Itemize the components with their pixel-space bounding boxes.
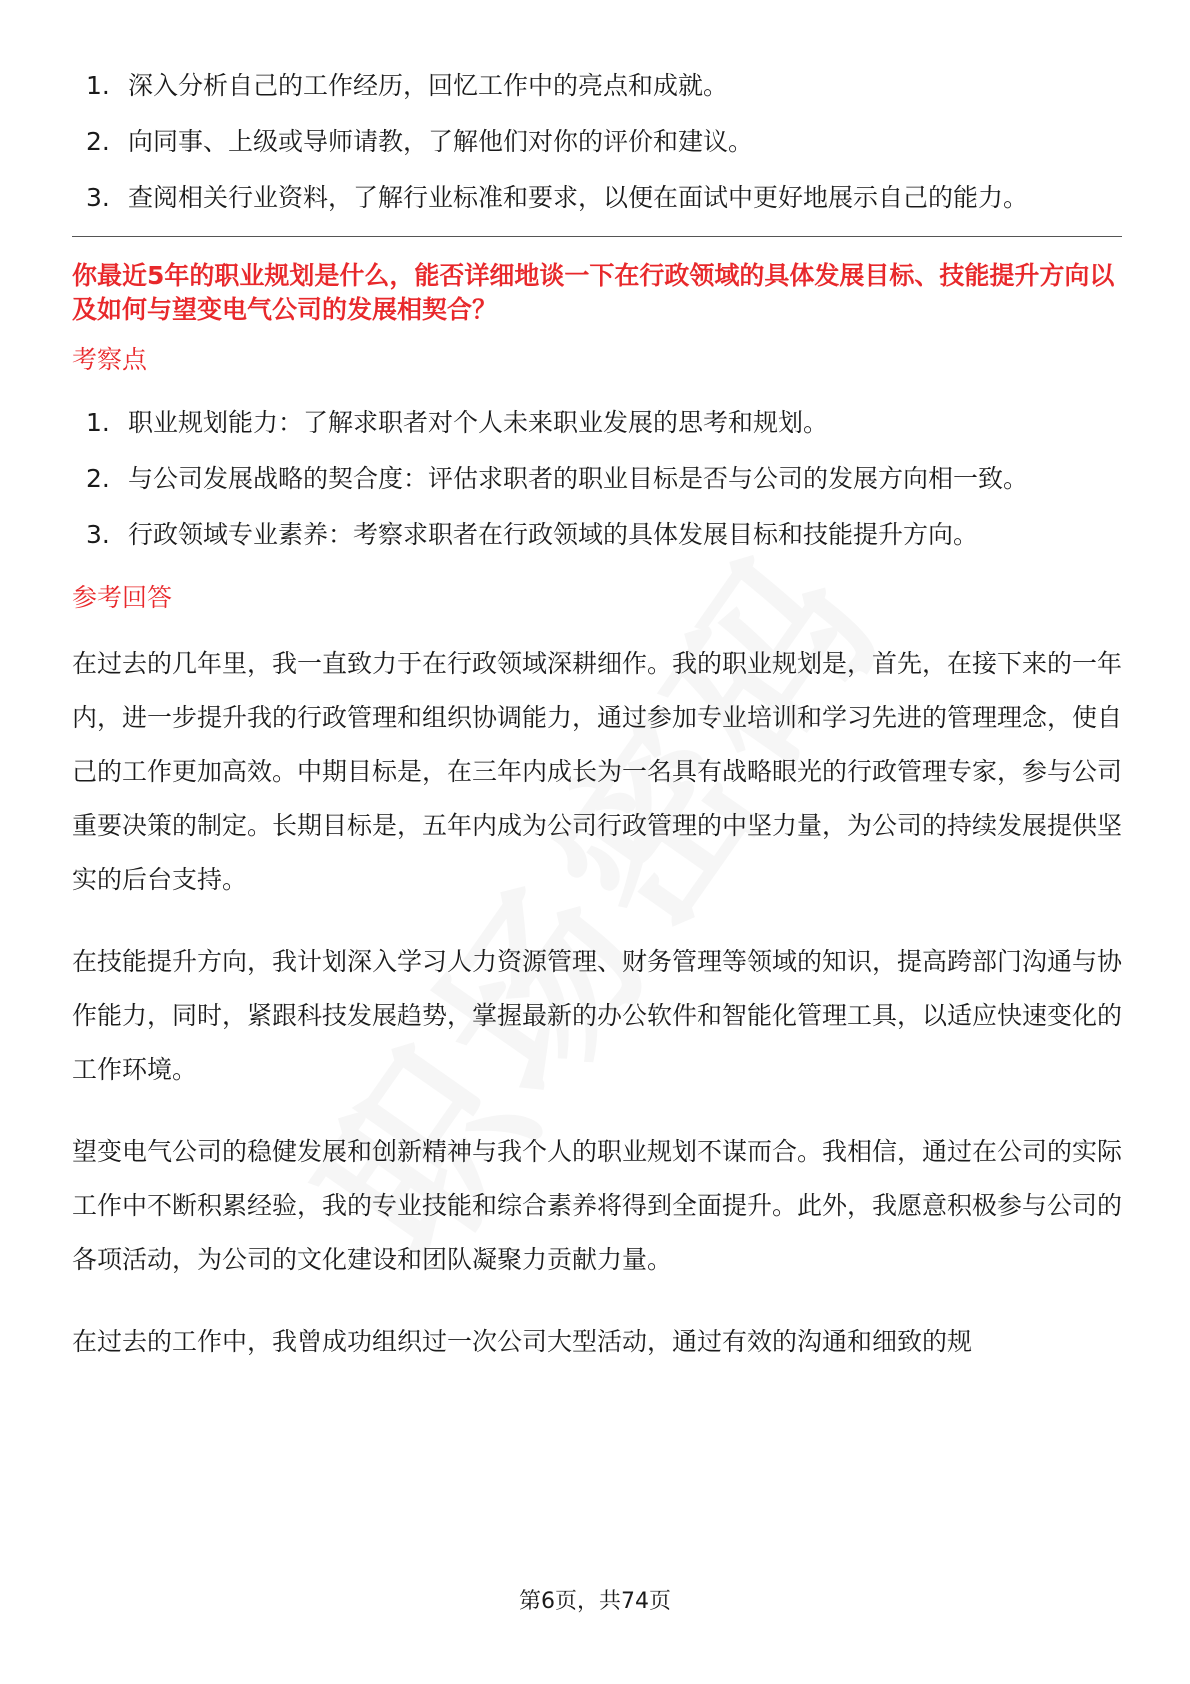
- answer-paragraph: 望变电气公司的稳健发展和创新精神与我个人的职业规划不谋而合。我相信，通过在公司的实际工作中不断积累经验，我的专业技能和综合素养将得到全面提升。此外，我愿意积极参与公司的各项活动，为公司的文化建设和团队凝聚力贡献力量。: [72, 1137, 1123, 1274]
- answer-heading: 参考回答: [72, 583, 173, 612]
- list-text: 职业规划能力：了解求职者对个人未来职业发展的思考和规划。: [128, 408, 829, 437]
- answer-paragraph: 在过去的几年里，我一直致力于在行政领域深耕细作。我的职业规划是，首先，在接下来的一年内，进一步提升我的行政管理和组织协调能力，通过参加专业培训和学习先进的管理理念，使自己的工作更加高效。中期目标是，在三年内成长为一名具有战略眼光的行政管理专家，参与公司重要决策的制定。长期目标是，五年内成为公司行政管理的中坚力量，为公司的持续发展提供坚实的后台支持。: [72, 649, 1123, 894]
- list-number: 1.: [86, 408, 110, 437]
- list-number: 3.: [86, 520, 110, 549]
- page-number: 第6页，共74页: [519, 1589, 671, 1614]
- interview-question: 你最近5年的职业规划是什么，能否详细地谈一下在行政领域的具体发展目标、技能提升方向以及如何与望变电气公司的发展相契合？: [72, 261, 1115, 324]
- list-text: 行政领域专业素养：考察求职者在行政领域的具体发展目标和技能提升方向。: [128, 520, 979, 549]
- section-divider: [72, 236, 1122, 237]
- list-text: 深入分析自己的工作经历，回忆工作中的亮点和成就。: [128, 71, 729, 100]
- answer-paragraph: 在过去的工作中，我曾成功组织过一次公司大型活动，通过有效的沟通和细致的规: [72, 1327, 973, 1356]
- page-content: [72, 58, 1122, 1397]
- list-text: 向同事、上级或导师请教，了解他们对你的评价和建议。: [128, 127, 754, 156]
- list-number: 2.: [86, 464, 110, 493]
- list-number: 3.: [86, 183, 110, 212]
- list-item: [72, 451, 1122, 507]
- list-item: [72, 507, 1122, 563]
- list-item: [72, 58, 1122, 114]
- list-item: [72, 170, 1122, 226]
- answer-paragraph: 在技能提升方向，我计划深入学习人力资源管理、财务管理等领域的知识，提高跨部门沟通与协作能力，同时，紧跟科技发展趋势，掌握最新的办公软件和智能化管理工具，以适应快速变化的工作环境。: [72, 947, 1123, 1084]
- list-text: 与公司发展战略的契合度：评估求职者的职业目标是否与公司的发展方向相一致。: [128, 464, 1029, 493]
- list-text: 查阅相关行业资料，了解行业标准和要求，以便在面试中更好地展示自己的能力。: [128, 183, 1029, 212]
- assessment-heading: 考察点: [72, 345, 148, 374]
- list-number: 2.: [86, 127, 110, 156]
- list-item: [72, 114, 1122, 170]
- list-number: 1.: [86, 71, 110, 100]
- intro-list: [72, 58, 1122, 226]
- assessment-list: [72, 395, 1122, 563]
- list-item: [72, 395, 1122, 451]
